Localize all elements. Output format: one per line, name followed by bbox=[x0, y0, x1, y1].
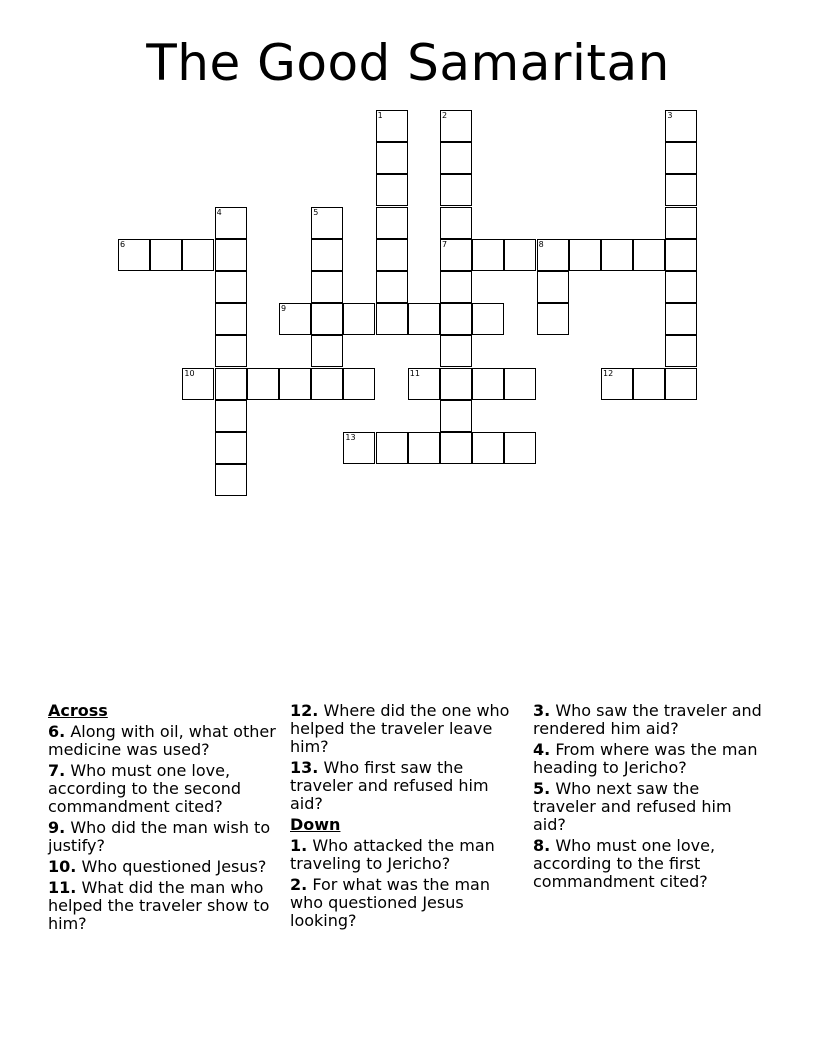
grid-cell[interactable] bbox=[440, 239, 472, 271]
grid-cell[interactable] bbox=[376, 174, 408, 206]
clue-number: 12. bbox=[290, 701, 319, 720]
grid-cell[interactable] bbox=[601, 239, 633, 271]
clue-number-label: 5 bbox=[313, 207, 319, 217]
grid-cell[interactable] bbox=[215, 432, 247, 464]
grid-cell[interactable] bbox=[504, 368, 536, 400]
across-clue-10 bbox=[48, 858, 280, 876]
across-clue-13 bbox=[290, 759, 522, 813]
across-heading: Across bbox=[48, 701, 108, 720]
across-clue-6 bbox=[48, 723, 280, 759]
clue-text: Who saw the traveler and rendered him aid? bbox=[533, 701, 762, 738]
down-clue-5 bbox=[533, 780, 765, 834]
grid-cell[interactable] bbox=[665, 239, 697, 271]
grid-cell[interactable] bbox=[182, 239, 214, 271]
clue-number-label: 4 bbox=[216, 207, 222, 217]
clue-number: 13. bbox=[290, 758, 319, 777]
grid-cell[interactable] bbox=[311, 271, 343, 303]
grid-cell[interactable] bbox=[665, 142, 697, 174]
grid-cell[interactable] bbox=[665, 207, 697, 239]
clue-text: Who attacked the man traveling to Jericho? bbox=[290, 836, 495, 873]
clue-number-label: 1 bbox=[377, 111, 383, 120]
grid-cell[interactable] bbox=[472, 303, 504, 335]
clue-number-label: 7 bbox=[442, 239, 448, 249]
across-clue-9 bbox=[48, 819, 280, 855]
grid-cell[interactable] bbox=[665, 174, 697, 206]
down-heading: Down bbox=[290, 815, 341, 834]
clue-text: What did the man who helped the traveler show to him? bbox=[48, 878, 270, 933]
clue-text: Who did the man wish to justify? bbox=[48, 818, 271, 855]
grid-cell[interactable] bbox=[279, 368, 311, 400]
grid-cell[interactable] bbox=[215, 368, 247, 400]
clue-column-3 bbox=[533, 702, 765, 894]
clue-number-label: 3 bbox=[667, 111, 673, 120]
grid-cell[interactable] bbox=[665, 303, 697, 335]
crossword-grid bbox=[0, 0, 816, 520]
clue-number: 10. bbox=[48, 857, 77, 876]
grid-cell[interactable] bbox=[665, 110, 697, 142]
grid-cell[interactable] bbox=[376, 271, 408, 303]
clue-text: Along with oil, what other medicine was used? bbox=[48, 722, 276, 759]
grid-cell[interactable] bbox=[472, 239, 504, 271]
grid-cell[interactable] bbox=[472, 432, 504, 464]
clue-number: 8. bbox=[533, 836, 551, 855]
grid-cell[interactable] bbox=[440, 142, 472, 174]
grid-cell[interactable] bbox=[311, 368, 343, 400]
clue-column-2 bbox=[290, 702, 522, 933]
grid-cell[interactable] bbox=[440, 271, 472, 303]
page-title: The Good Samaritan bbox=[146, 34, 670, 92]
clue-number-label: 12 bbox=[603, 368, 614, 378]
grid-cell[interactable] bbox=[665, 368, 697, 400]
clue-number: 5. bbox=[533, 779, 551, 798]
clue-number: 11. bbox=[48, 878, 77, 897]
clue-number: 2. bbox=[290, 875, 308, 894]
grid-cell[interactable] bbox=[440, 174, 472, 206]
grid-cell[interactable] bbox=[182, 368, 214, 400]
grid-cell[interactable] bbox=[408, 368, 440, 400]
grid-cell[interactable] bbox=[150, 239, 182, 271]
clue-text: Who first saw the traveler and refused him aid? bbox=[290, 758, 489, 813]
across-clue-12 bbox=[290, 702, 522, 756]
grid-cell[interactable] bbox=[311, 303, 343, 335]
grid-cell[interactable] bbox=[665, 271, 697, 303]
grid-cell[interactable] bbox=[376, 207, 408, 239]
grid-cell[interactable] bbox=[408, 432, 440, 464]
grid-cell[interactable] bbox=[440, 432, 472, 464]
grid-cell[interactable] bbox=[215, 239, 247, 271]
grid-cell[interactable] bbox=[343, 303, 375, 335]
grid-cell[interactable] bbox=[504, 239, 536, 271]
clue-text: Who must one love, according to the second commandment cited? bbox=[48, 761, 242, 816]
clue-column-1 bbox=[48, 702, 280, 936]
grid-cell[interactable] bbox=[537, 239, 569, 271]
grid-cell[interactable] bbox=[569, 239, 601, 271]
clue-text: Where did the one who helped the traveler leave him? bbox=[290, 701, 510, 756]
grid-cell[interactable] bbox=[472, 368, 504, 400]
clue-text: Who next saw the traveler and refused him aid? bbox=[533, 779, 732, 834]
grid-cell[interactable] bbox=[376, 239, 408, 271]
grid-cell[interactable] bbox=[408, 303, 440, 335]
grid-cell[interactable] bbox=[343, 432, 375, 464]
clue-number-label: 6 bbox=[120, 239, 126, 249]
grid-cell[interactable] bbox=[118, 239, 150, 271]
grid-cell[interactable] bbox=[440, 303, 472, 335]
grid-cell[interactable] bbox=[311, 335, 343, 367]
clue-text: From where was the man heading to Jericho? bbox=[533, 740, 758, 777]
across-clue-7 bbox=[48, 762, 280, 816]
grid-cell[interactable] bbox=[440, 110, 472, 142]
clue-number: 4. bbox=[533, 740, 551, 759]
across-clue-11 bbox=[48, 879, 280, 933]
clue-number-label: 10 bbox=[184, 368, 195, 378]
grid-cell[interactable] bbox=[633, 368, 665, 400]
grid-cell[interactable] bbox=[311, 207, 343, 239]
grid-cell[interactable] bbox=[537, 271, 569, 303]
grid-cell[interactable] bbox=[215, 207, 247, 239]
down-clue-2 bbox=[290, 876, 522, 930]
clue-text: Who must one love, according to the first commandment cited? bbox=[533, 836, 716, 891]
down-clue-4 bbox=[533, 741, 765, 777]
grid-cell[interactable] bbox=[504, 432, 536, 464]
grid-cell[interactable] bbox=[215, 335, 247, 367]
grid-cell[interactable] bbox=[311, 239, 343, 271]
grid-cell[interactable] bbox=[537, 303, 569, 335]
grid-cell[interactable] bbox=[440, 400, 472, 432]
clue-number: 7. bbox=[48, 761, 66, 780]
clue-number: 9. bbox=[48, 818, 66, 837]
grid-cell[interactable] bbox=[215, 400, 247, 432]
clue-number: 6. bbox=[48, 722, 66, 741]
clue-number: 3. bbox=[533, 701, 551, 720]
down-clue-1 bbox=[290, 837, 522, 873]
down-clue-8 bbox=[533, 837, 765, 891]
grid-cell[interactable] bbox=[440, 335, 472, 367]
grid-cell[interactable] bbox=[215, 464, 247, 496]
grid-cell[interactable] bbox=[376, 142, 408, 174]
grid-cell[interactable] bbox=[376, 303, 408, 335]
grid-cell[interactable] bbox=[215, 303, 247, 335]
grid-cell[interactable] bbox=[215, 271, 247, 303]
clue-text: Who questioned Jesus? bbox=[81, 857, 267, 876]
clue-number-label: 2 bbox=[442, 111, 448, 120]
grid-cell[interactable] bbox=[440, 207, 472, 239]
clue-number-label: 9 bbox=[281, 304, 287, 314]
grid-cell[interactable] bbox=[440, 368, 472, 400]
clue-number: 1. bbox=[290, 836, 308, 855]
clue-text: For what was the man who questioned Jesus looking? bbox=[290, 875, 490, 930]
grid-cell[interactable] bbox=[376, 110, 408, 142]
grid-cell[interactable] bbox=[376, 432, 408, 464]
clue-number-label: 8 bbox=[538, 239, 544, 249]
clue-number-label: 13 bbox=[345, 433, 356, 442]
grid-cell[interactable] bbox=[665, 335, 697, 367]
clue-number-label: 11 bbox=[409, 368, 420, 378]
grid-cell[interactable] bbox=[247, 368, 279, 400]
grid-cell[interactable] bbox=[601, 368, 633, 400]
down-clue-3 bbox=[533, 702, 765, 738]
grid-cell[interactable] bbox=[279, 303, 311, 335]
grid-cell[interactable] bbox=[343, 368, 375, 400]
grid-cell[interactable] bbox=[633, 239, 665, 271]
